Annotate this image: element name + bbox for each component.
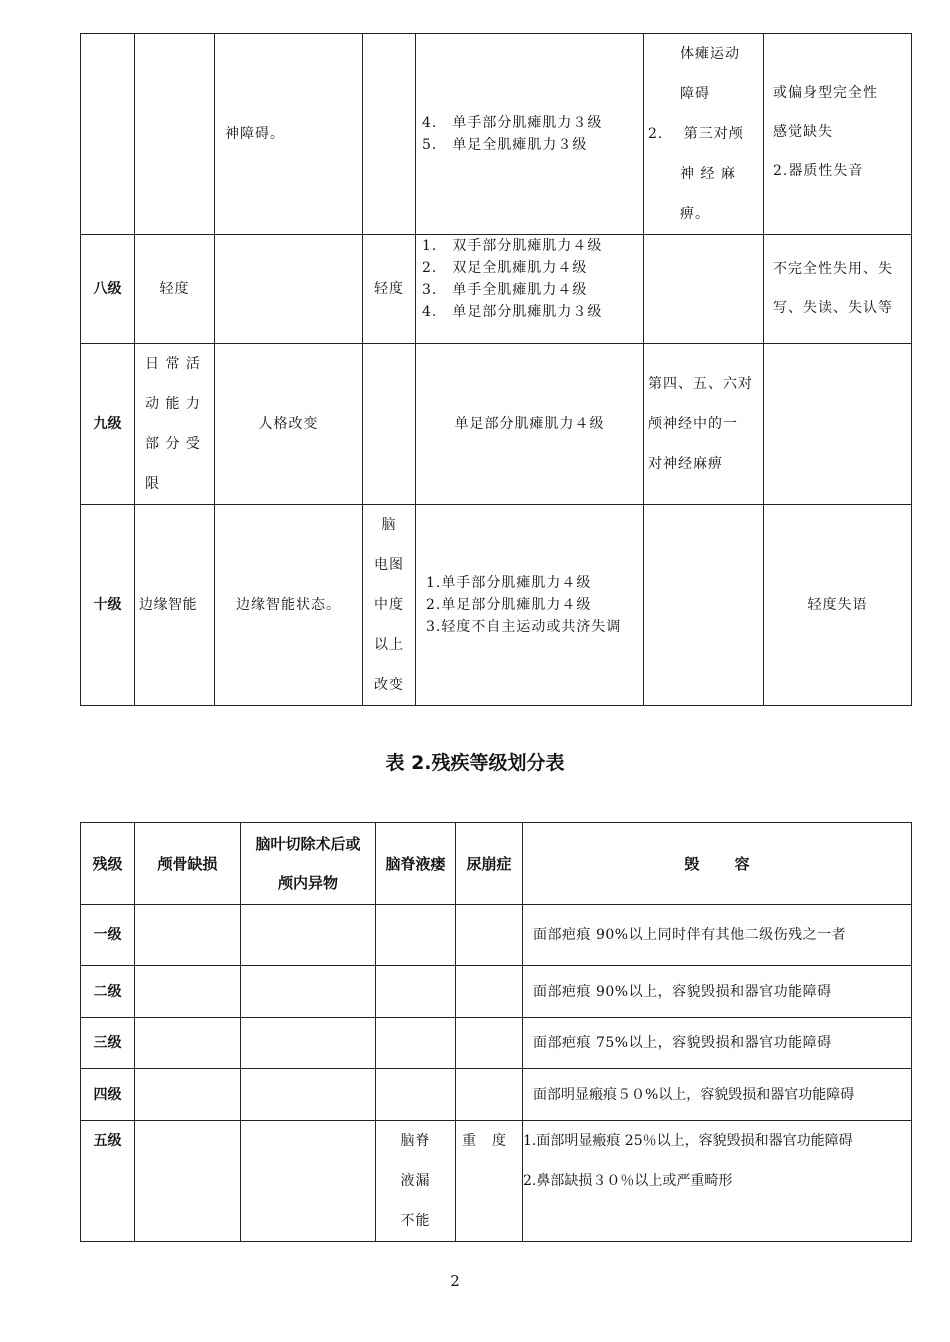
cell: 轻度 — [363, 235, 416, 344]
cell — [764, 344, 912, 505]
cell — [241, 1121, 376, 1242]
text-line: 2.器质性失音 — [773, 163, 864, 179]
cell — [363, 344, 416, 505]
table-row — [81, 505, 912, 706]
cell — [456, 1069, 523, 1121]
cell — [135, 966, 241, 1018]
list-item: 4. 单足部分肌瘫肌力３级 — [422, 304, 603, 320]
header-skull-defect: 颅骨缺损 — [135, 823, 241, 905]
cell: 面部疤痕 90%以上同时伴有其他二级伤残之一者 — [523, 905, 912, 966]
cell — [456, 1018, 523, 1069]
text-line: 或偏身型完全性 — [773, 85, 878, 101]
list-item: 2.单足部分肌瘫肌力４级 — [426, 597, 592, 613]
table-row — [81, 905, 912, 966]
grade-cell: 九级 — [81, 344, 135, 505]
header-diabetes-insipidus: 尿崩症 — [456, 823, 523, 905]
cell — [135, 344, 215, 505]
cell — [135, 1018, 241, 1069]
text-line: 不完全性失用、失 — [773, 261, 893, 277]
table-row — [81, 1121, 912, 1242]
text-line: 第四、五、六对 — [648, 376, 753, 392]
cell — [376, 1121, 456, 1242]
cell — [523, 1121, 912, 1242]
text-line: 脑 — [381, 517, 397, 533]
cell — [135, 34, 215, 235]
cell — [644, 344, 764, 505]
cell — [456, 966, 523, 1018]
text-line: 2. 第三对颅 — [648, 126, 744, 142]
text-line: 写、失读、失认等 — [773, 300, 893, 316]
text-line: 2.鼻部缺损３０％以上或严重畸形 — [523, 1173, 733, 1189]
text-line: 液漏 — [400, 1173, 431, 1189]
cell — [376, 1018, 456, 1069]
table-row — [81, 966, 912, 1018]
grade-cell: 四级 — [81, 1069, 135, 1121]
cell — [363, 34, 416, 235]
grade-cell: 三级 — [81, 1018, 135, 1069]
header-csf-fistula: 脑脊液瘘 — [376, 823, 456, 905]
text-line: 限 — [145, 476, 160, 492]
cell — [363, 505, 416, 706]
grade-cell: 二级 — [81, 966, 135, 1018]
table-row — [81, 344, 912, 505]
table-row — [81, 1018, 912, 1069]
list-item: 4. 单手部分肌瘫肌力３级 — [422, 115, 603, 131]
cell — [416, 505, 644, 706]
cell: 面部明显瘢痕５０%以上，容貌毁损和器官功能障碍 — [523, 1069, 912, 1121]
text-line: 痹。 — [680, 206, 710, 222]
text-line: 中度 — [374, 597, 404, 613]
list-item: 1. 双手部分肌瘫肌力４级 — [422, 238, 603, 254]
cell — [241, 1069, 376, 1121]
disability-grade-table — [80, 822, 912, 1242]
text-line: 脑叶切除术后或 — [255, 834, 361, 853]
text-line: 电图 — [374, 557, 404, 573]
table-header-row — [81, 823, 912, 905]
cell: 边缘智能 — [135, 505, 215, 706]
table-row — [81, 235, 912, 344]
table-row — [81, 1069, 912, 1121]
cell — [215, 235, 363, 344]
cell — [416, 235, 644, 344]
cell: 轻度 — [135, 235, 215, 344]
cell — [376, 1069, 456, 1121]
text-line: 对神经麻痹 — [648, 456, 723, 472]
header-grade: 残级 — [81, 823, 135, 905]
cell — [135, 905, 241, 966]
cell — [644, 34, 764, 235]
cell: 人格改变 — [215, 344, 363, 505]
table-row — [81, 34, 912, 235]
text-line: 改变 — [374, 677, 404, 693]
text-line: 以上 — [374, 637, 404, 653]
text-line: 动 能 力 — [145, 396, 201, 412]
text-line: 不能 — [400, 1213, 431, 1229]
cell: 神障碍。 — [215, 34, 363, 235]
cell — [764, 34, 912, 235]
grade-cell: 一级 — [81, 905, 135, 966]
cell — [376, 905, 456, 966]
list-item: 3. 单手全肌瘫肌力４级 — [422, 282, 588, 298]
cell: 轻度失语 — [764, 505, 912, 706]
text-line: 障碍 — [680, 86, 710, 102]
cell — [135, 1069, 241, 1121]
cell — [456, 905, 523, 966]
grade-cell: 八级 — [81, 235, 135, 344]
header-lobectomy — [241, 823, 376, 905]
header-disfigurement: 毁 容 — [523, 823, 912, 905]
text-line: 颅神经中的一 — [648, 416, 738, 432]
grade-cell — [81, 34, 135, 235]
cell: 重 度 — [456, 1121, 523, 1242]
cell: 单足部分肌瘫肌力４级 — [416, 344, 644, 505]
list-item: 3.轻度不自主运动或共济失调 — [426, 619, 622, 635]
cell — [764, 235, 912, 344]
text-line: 体瘫运动 — [680, 46, 740, 62]
text-line: 神 经 麻 — [680, 166, 736, 182]
cell — [416, 34, 644, 235]
text-line: 部 分 受 — [145, 436, 201, 452]
cell — [644, 505, 764, 706]
page-number: 2 — [450, 1272, 460, 1290]
cell — [241, 966, 376, 1018]
disability-table-continued — [80, 33, 912, 706]
text-line: 感觉缺失 — [773, 124, 833, 140]
cell — [241, 1018, 376, 1069]
list-item: 5. 单足全肌瘫肌力３级 — [422, 137, 588, 153]
cell — [241, 905, 376, 966]
cell — [135, 1121, 241, 1242]
grade-cell: 五级 — [81, 1121, 135, 1242]
cell: 面部疤痕 75%以上，容貌毁损和器官功能障碍 — [523, 1018, 912, 1069]
cell: 边缘智能状态。 — [215, 505, 363, 706]
table-title: 表 2.残疾等级划分表 — [385, 752, 565, 774]
text-line: 颅内异物 — [277, 873, 338, 892]
text-line: 日 常 活 — [145, 356, 201, 372]
text-line: 1.面部明显瘢痕 25％以上，容貌毁损和器官功能障碍 — [523, 1133, 853, 1149]
grade-cell: 十级 — [81, 505, 135, 706]
cell: 面部疤痕 90%以上，容貌毁损和器官功能障碍 — [523, 966, 912, 1018]
text-line: 脑脊 — [400, 1133, 431, 1149]
list-item: 1.单手部分肌瘫肌力４级 — [426, 575, 592, 591]
cell — [376, 966, 456, 1018]
list-item: 2. 双足全肌瘫肌力４级 — [422, 260, 588, 276]
cell — [644, 235, 764, 344]
